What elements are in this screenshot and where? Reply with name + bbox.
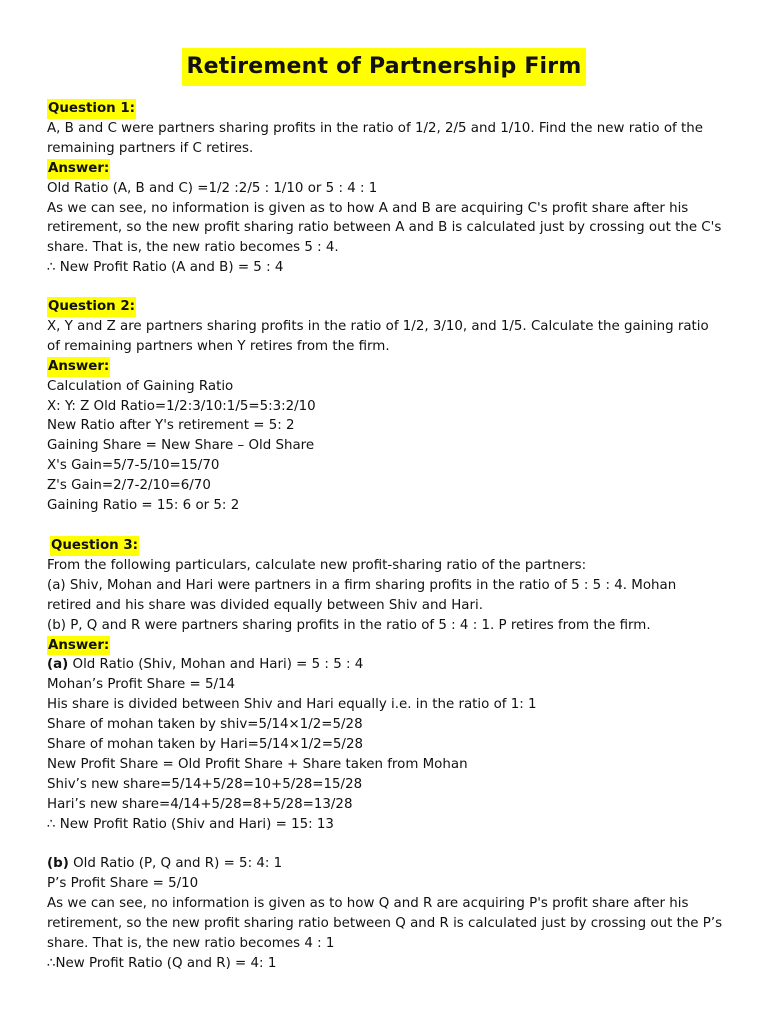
answer-3a-line: New Profit Share = Old Profit Share + Share taken from Mohan <box>47 756 468 772</box>
answer-1-line: retirement, so the new profit sharing ratio between A and B is calculated just by crossing out the C's <box>47 220 722 236</box>
answer-2-line: Gaining Share = New Share – Old Share <box>47 438 315 454</box>
answer-3b-line: P’s Profit Share = 5/10 <box>47 876 199 892</box>
question-3-heading: Question 3: <box>50 536 139 556</box>
answer-3a-line: Hari’s new share=4/14+5/28=8+5/28=13/28 <box>47 796 353 812</box>
page-title: Retirement of Partnership Firm <box>182 48 587 86</box>
question-2-block <box>47 297 729 516</box>
answer-3b-first-text: Old Ratio (P, Q and R) = 5: 4: 1 <box>68 856 283 872</box>
question-2-text-line: X, Y and Z are partners sharing profits in the ratio of 1/2, 3/10, and 1/5. Calculate the gaining ratio <box>47 318 709 334</box>
question-3-intro: From the following particulars, calculate new profit-sharing ratio of the partners: <box>47 557 587 573</box>
answer-3a-line: ∴ New Profit Ratio (Shiv and Hari) = 15: 13 <box>47 816 334 832</box>
question-2-text-line: of remaining partners when Y retires from the firm. <box>47 338 390 354</box>
answer-3b-first-line <box>47 854 729 874</box>
question-1-text-line: A, B and C were partners sharing profits in the ratio of 1/2, 2/5 and 1/10. Find the new ratio of the <box>47 120 703 136</box>
answer-3a-line: Share of mohan taken by Hari=5/14×1/2=5/28 <box>47 737 363 753</box>
title-container <box>0 48 768 86</box>
answer-3a-line: Shiv’s new share=5/14+5/28=10+5/28=15/28 <box>47 776 363 792</box>
answer-1-line: share. That is, the new ratio becomes 5 : 4. <box>47 240 339 256</box>
question-3-part-a: (a) Shiv, Mohan and Hari were partners in a firm sharing profits in the ratio of 5 : 5 : 4. Mohan <box>47 577 677 593</box>
question-1-text-line: remaining partners if C retires. <box>47 140 254 156</box>
answer-1-label: Answer: <box>47 159 110 179</box>
answer-2-label: Answer: <box>47 357 110 377</box>
answer-2-line: New Ratio after Y's retirement = 5: 2 <box>47 418 295 434</box>
question-1-block <box>47 99 729 278</box>
answer-3b-line: As we can see, no information is given as to how Q and R are acquiring P's profit share after his <box>47 896 689 912</box>
question-3-part-a: retired and his share was divided equally between Shiv and Hari. <box>47 597 483 613</box>
question-3-part-b: (b) P, Q and R were partners sharing profits in the ratio of 5 : 4 : 1. P retires from the firm. <box>47 617 651 633</box>
answer-3b-line: ∴New Profit Ratio (Q and R) = 4: 1 <box>47 956 277 972</box>
answer-3a-label: (a) <box>47 657 69 673</box>
answer-1-line: ∴ New Profit Ratio (A and B) = 5 : 4 <box>47 260 284 276</box>
answer-1-line: Old Ratio (A, B and C) =1/2 :2/5 : 1/10 or 5 : 4 : 1 <box>47 180 378 196</box>
answer-3b-line: retirement, so the new profit sharing ratio between Q and R is calculated just by crossing out the P’s <box>47 916 723 932</box>
question-1-heading: Question 1: <box>47 99 136 119</box>
answer-1-line: As we can see, no information is given as to how A and B are acquiring C's profit share after his <box>47 200 689 216</box>
answer-2-line: X: Y: Z Old Ratio=1/2:3/10:1/5=5:3:2/10 <box>47 398 316 414</box>
answer-2-line: Calculation of Gaining Ratio <box>47 378 234 394</box>
question-2-heading: Question 2: <box>47 297 136 317</box>
answer-3a-line: Mohan’s Profit Share = 5/14 <box>47 677 236 693</box>
answer-2-line: X's Gain=5/7-5/10=15/70 <box>47 458 220 474</box>
answer-3b-line: share. That is, the new ratio becomes 4 : 1 <box>47 936 335 952</box>
answer-3b-label: (b) <box>47 856 69 872</box>
spacer <box>47 835 729 855</box>
answer-3a-first-text: Old Ratio (Shiv, Mohan and Hari) = 5 : 5 : 4 <box>68 657 364 673</box>
answer-3a-line: His share is divided between Shiv and Hari equally i.e. in the ratio of 1: 1 <box>47 697 537 713</box>
answer-2-line: Z's Gain=2/7-2/10=6/70 <box>47 478 211 494</box>
answer-3a-first-line <box>47 655 729 675</box>
answer-3-label: Answer: <box>47 636 110 656</box>
answer-3a-line: Share of mohan taken by shiv=5/14×1/2=5/28 <box>47 717 363 733</box>
question-3-block <box>47 536 729 974</box>
answer-2-line: Gaining Ratio = 15: 6 or 5: 2 <box>47 498 240 514</box>
